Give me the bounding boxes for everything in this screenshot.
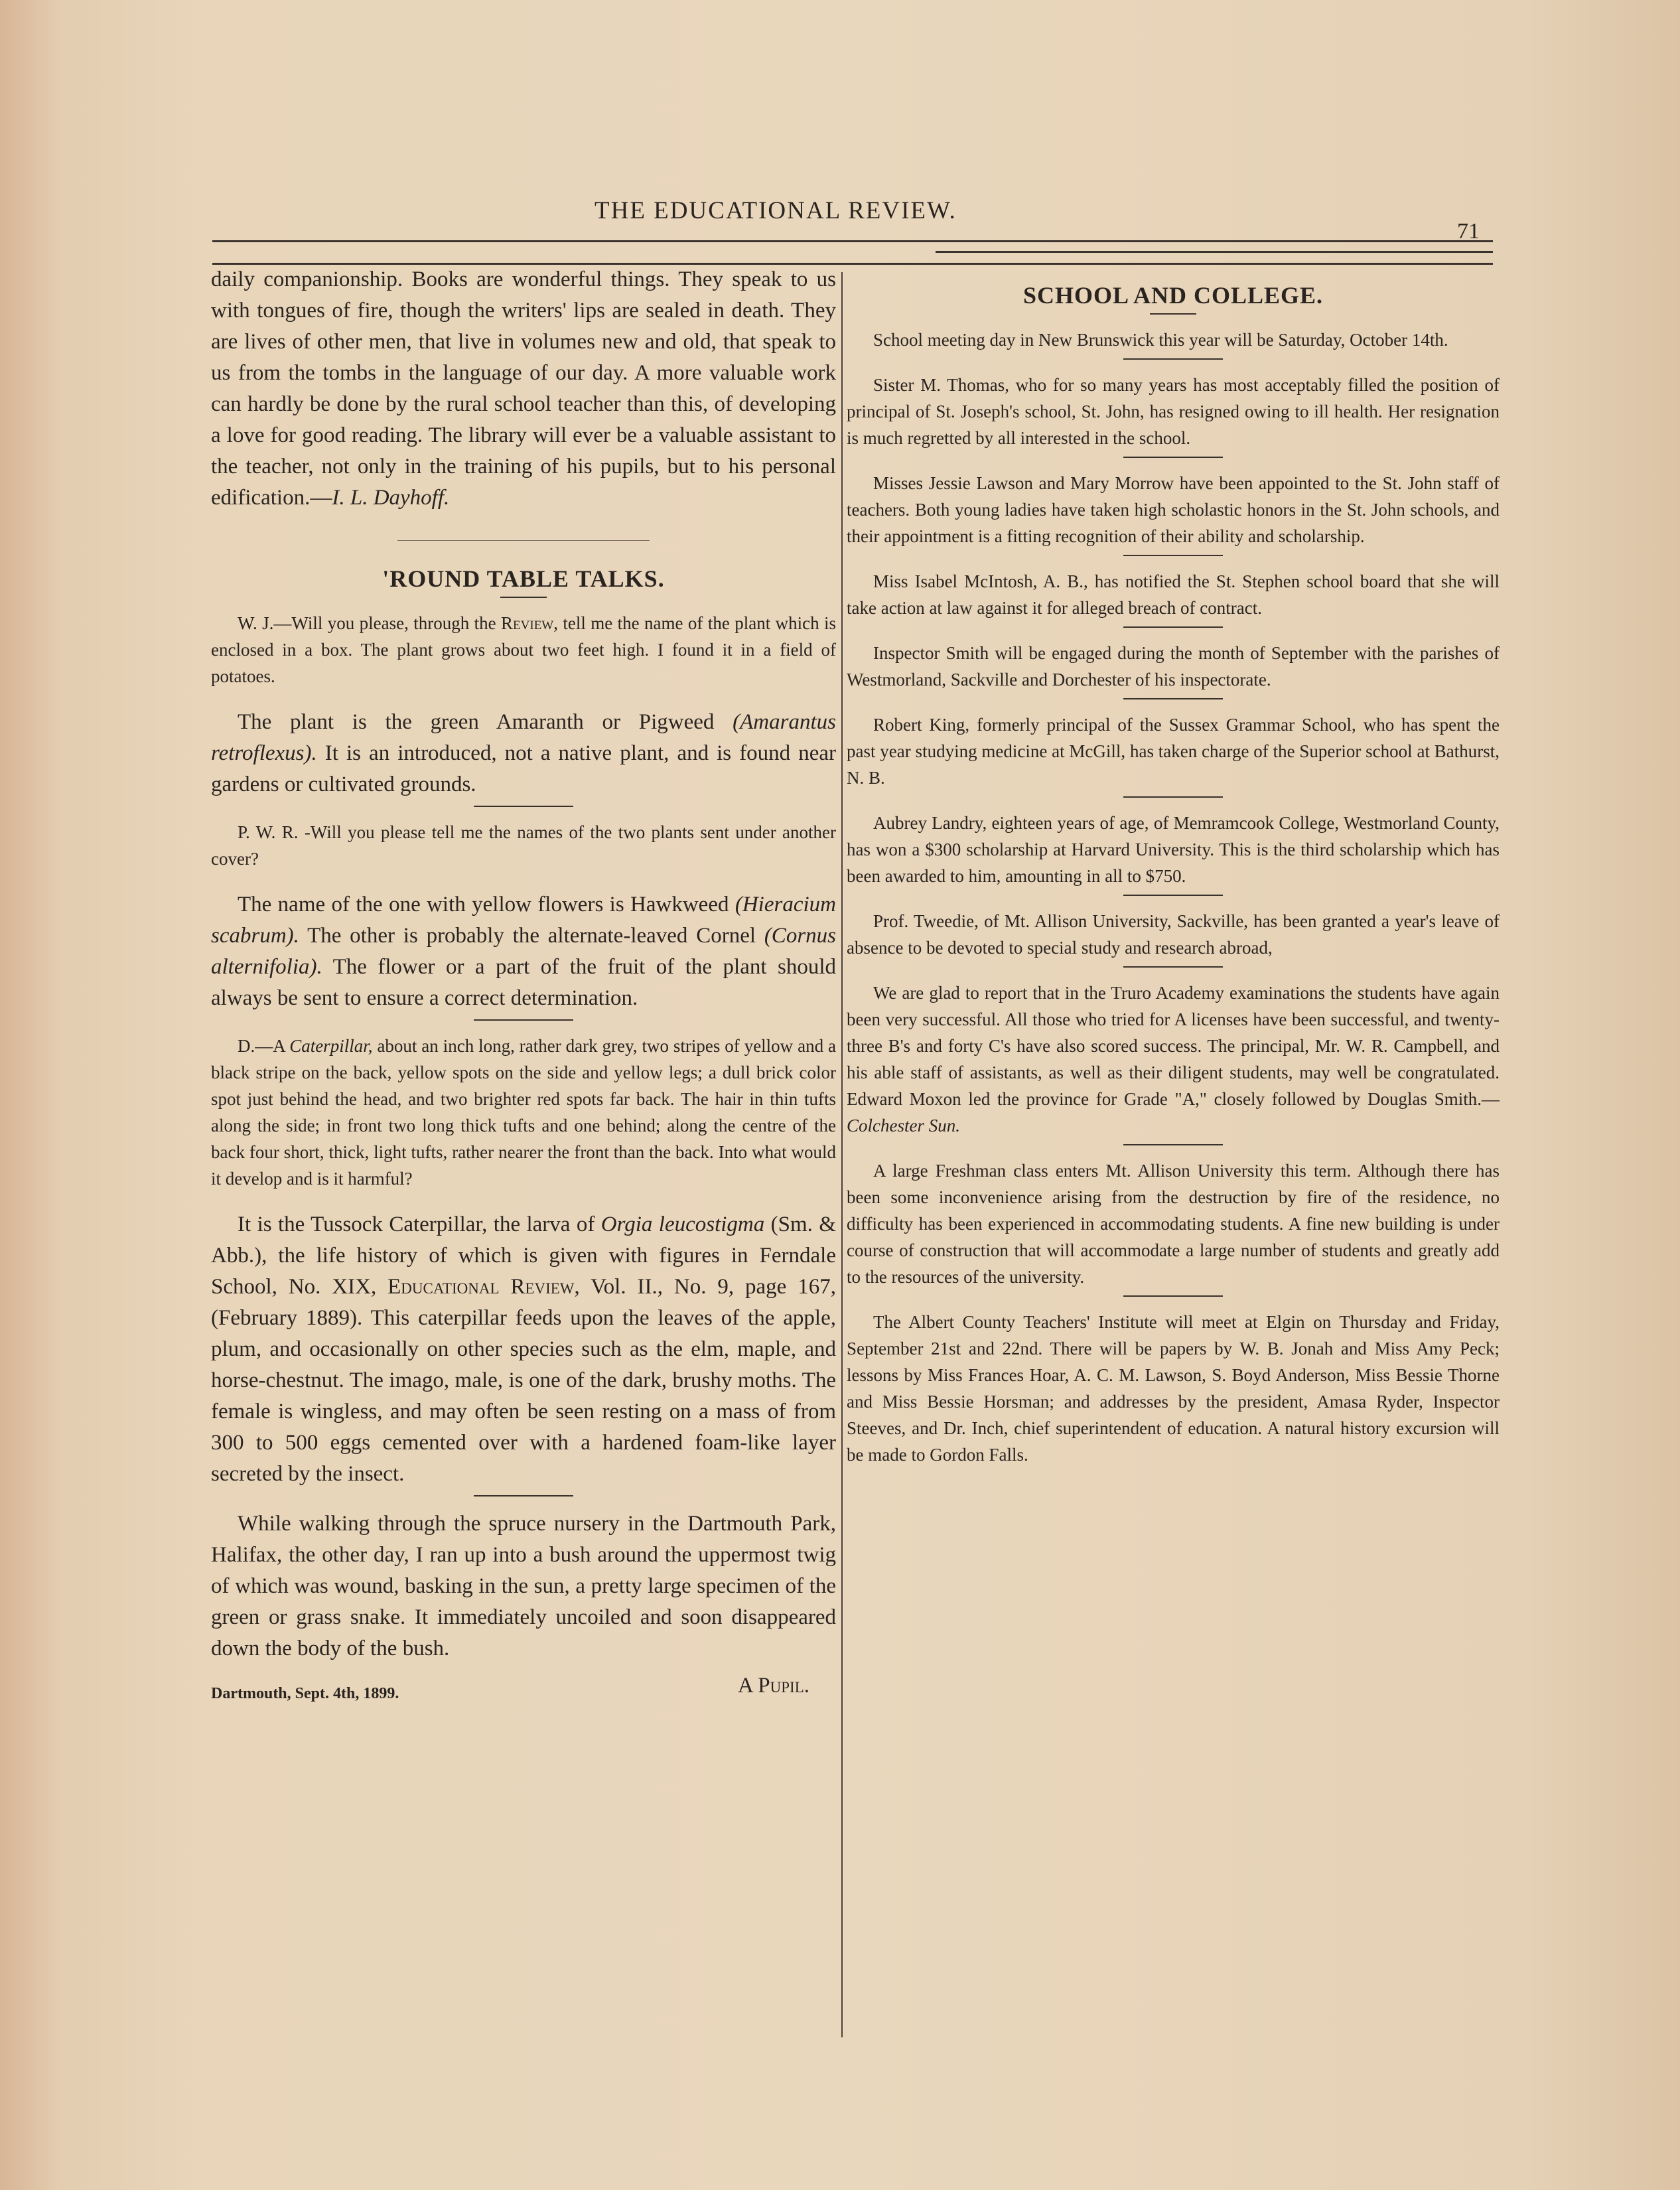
section-title-school-college: SCHOOL AND COLLEGE. [1022,282,1324,309]
section-rule [397,540,650,541]
news-item: Sister M. Thomas, who for so many years has most acceptably filled the position of principal of St. Joseph's school, St. John, has resigned owing to ill health. Her resignation is much regretted by all interested in the school. [847,375,1500,448]
section-title-round-table: 'ROUND TABLE TALKS. [382,565,665,592]
library-paragraph: daily companionship. Books are wonderful things. They speak to us with tongues of fire, though the writers' lips are sealed in death. They are lives of other men, that live in volumes new and old, that speak to us from the tombs in the language of our day. A more valuable work can hardly be done by the rural school teacher than this, of developing a love for good reading. The library will ever be a valuable assistant to the teacher, not only in the training of his pupils, but to his personal edification.—I. L. Dayhoff. [211,267,836,510]
left-column [211,264,836,1703]
question-wj: W. J.—Will you please, through the Review, tell me the name of the plant which is enclosed in a box. The plant grows about two feet high. I found it in a field of potatoes. [211,613,836,686]
snake-paragraph: While walking through the spruce nursery in the Dartmouth Park, Halifax, the other day, I ran up into a bush around the uppermost twig of which was wound, basking in the sun, a pretty large specimen of the green or grass snake. It immediately uncoiled and soon disappeared down the body of the bush. [211,1512,836,1660]
item-rule [1123,966,1223,968]
item-rule [1123,358,1223,360]
column-divider [841,272,843,2037]
header-rule [212,240,1493,242]
item-rule [474,1019,573,1021]
title-rule [500,597,547,598]
news-item-allison: A large Freshman class enters Mt. Allison University this term. Although there has been some inconvenience arising from the destruction by fire of the residence, no difficulty has been experienced in accommodating students. A fine new building is under course of construction that will accommodate a large number of students and greatly add to the resources of the university. [847,1161,1500,1287]
item-rule [474,806,573,807]
signature: A Pupil. [738,1674,809,1698]
item-rule [1123,698,1223,699]
news-item: School meeting day in New Brunswick this year will be Saturday, October 14th. [873,330,1448,350]
item-rule [1123,555,1223,556]
news-item-truro: We are glad to report that in the Truro Academy examinations the students have again been very successful. All those who tried for A licenses have been successful, and twenty-three B's and forty C's have also scored success. The principal, Mr. W. R. Campbell, and his able staff of assistants, as well as their diligent students, may well be congratulated. Edward Moxon led the province for Grade "A," closely followed by Douglas Smith.—Colchester Sun. [847,983,1500,1135]
news-item: Misses Jessie Lawson and Mary Morrow have been appointed to the St. John staff of teachers. Both young ladies have taken high scholastic honors in the St. John schools, and their appointment is a fitting recognition of their ability and scholarship. [847,473,1500,546]
right-column [847,264,1500,1468]
item-rule [1123,626,1223,628]
item-rule [1123,457,1223,458]
news-item: Miss Isabel McIntosh, A. B., has notified the St. Stephen school board that she will take action at law against it for alleged breach of contract. [847,571,1500,618]
answer-d: It is the Tussock Caterpillar, the larva of Orgia leucostigma (Sm. & Abb.), the life history of which is given with figures in Ferndale School, No. XIX, Educational Review, Vol. II., No. 9, page 167, (February 1889). This caterpillar feeds upon the leaves of the apple, plum, and occasionally on other species such as the elm, maple, and horse-chestnut. The imago, male, is one of the dark, brushy moths. The female is wingless, and may often be seen resting on a mass of from 300 to 500 eggs cemented over with a hardened foam-like layer secreted by the insect. [211,1212,836,1486]
item-rule [474,1495,573,1497]
news-item: Inspector Smith will be engaged during the month of September with the parishes of Westmorland, Sackville and Dorchester of his inspectorate. [847,643,1500,690]
page-number: 71 [1457,219,1480,244]
header-rule [936,251,1493,253]
item-rule [1123,796,1223,798]
question-pwr: P. W. R. -Will you please tell me the names of the two plants sent under another cover? [211,822,836,869]
title-rule [1150,313,1196,315]
news-item: Prof. Tweedie, of Mt. Allison University, Sackville, has been granted a year's leave of absence to be devoted to special study and research abroad, [847,911,1500,958]
question-d: D.—A Caterpillar, about an inch long, rather dark grey, two stripes of yellow and a black stripe on the back, yellow spots on the side and yellow legs; a dull brick color spot just behind the head, and two brighter red spots far back. The hair in thin tufts along the side; in front two long thick tufts and one behind; along the centre of the back four short, thick, light tufts, rather nearer the front than the back. Into what would it develop and is it harmful? [211,1036,836,1189]
answer-pwr: The name of the one with yellow flowers is Hawkweed (Hieracium scabrum). The other is probably the alternate-leaved Cornel (Cornus alternifolia). The flower or a part of the fruit of the plant should always be sent to ensure a correct determination. [211,893,836,1010]
news-item: Aubrey Landry, eighteen years of age, of Memramcook College, Westmorland County, has won a $300 scholarship at Harvard University. This is the third scholarship which has been awarded to him, amounting in all to $750. [847,813,1500,886]
author-name: I. L. Dayhoff. [332,486,450,510]
item-rule [1123,1144,1223,1145]
dateline: Dartmouth, Sept. 4th, 1899. [211,1685,399,1702]
news-item-albert: The Albert County Teachers' Institute will meet at Elgin on Thursday and Friday, September 21st and 22nd. There will be papers by W. B. Jonah and Miss Amy Peck; lessons by Miss Frances Hoar, A. C. M. Lawson, S. Boyd Anderson, Miss Bessie Thorne and Miss Bessie Horsman; and addresses by the president, Amasa Ryder, Inspector Steeves, and Dr. Inch, chief superintendent of education. A natural history excursion will be made to Gordon Falls. [847,1312,1500,1465]
answer-wj: The plant is the green Amaranth or Pigweed (Amarantus retroflexus). It is an introduced, not a native plant, and is found near gardens or cultivated grounds. [211,710,836,796]
item-rule [1123,895,1223,896]
news-item: Robert King, formerly principal of the Sussex Grammar School, who has spent the past year studying medicine at McGill, has taken charge of the Superior school at Bathurst, N. B. [847,715,1500,788]
item-rule [1123,1295,1223,1297]
running-head: THE EDUCATIONAL REVIEW. [595,197,957,224]
